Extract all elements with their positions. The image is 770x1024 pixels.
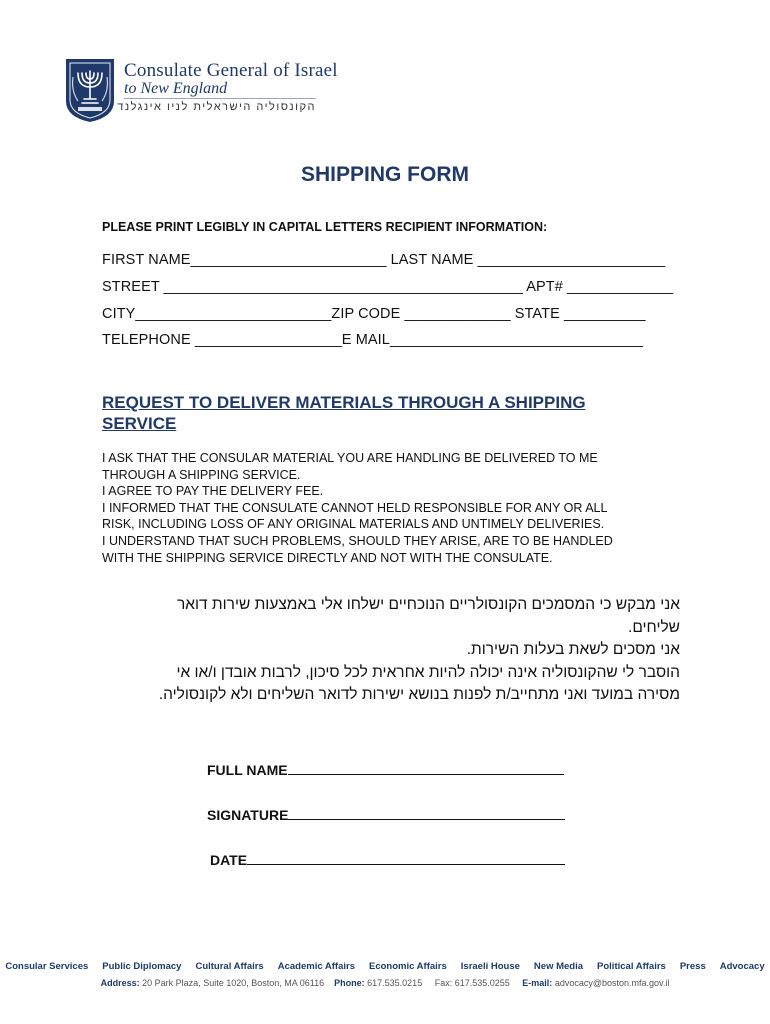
footer-link[interactable]: Public Diplomacy (102, 961, 182, 972)
signature-field[interactable] (207, 805, 565, 823)
phone-value: 617.535.0215 (367, 978, 423, 988)
form-title: SHIPPING FORM (300, 163, 469, 186)
hebrew-agreement-text (100, 594, 680, 707)
org-hebrew-name: הקונסוליה הישראלית לניו אינגלנד (117, 101, 316, 113)
full-name-field[interactable] (207, 760, 564, 778)
footer-link[interactable]: Political Affairs (597, 961, 666, 972)
footer-link[interactable]: Press (679, 961, 706, 972)
name-fields-row[interactable]: FIRST NAME________________________ LAST NAME _______________________ (102, 252, 666, 268)
footer-link[interactable]: Consular Services (5, 961, 89, 972)
footer-link[interactable]: Advocacy (719, 961, 765, 972)
hebrew-line: מסירה במועד ואני מתחייב/ת לפנות בנושא ישירות לדואר השליחים ולא לקונסוליה. (158, 686, 680, 703)
footer-link[interactable]: Israeli House (460, 961, 520, 972)
signature-label: SIGNATURE (207, 807, 289, 823)
agreement-line: I UNDERSTAND THAT SUCH PROBLEMS, SHOULD THEY ARISE, ARE TO BE HANDLED (102, 533, 613, 548)
menorah-emblem-icon (64, 57, 116, 123)
agreement-line: WITH THE SHIPPING SERVICE DIRECTLY AND NOT WITH THE CONSULATE. (102, 550, 553, 565)
date-label: DATE (210, 852, 248, 868)
agreement-line: I INFORMED THAT THE CONSULATE CANNOT HELD RESPONSIBLE FOR ANY OR ALL (102, 500, 608, 515)
footer-link[interactable]: Economic Affairs (369, 961, 447, 972)
email-label: E-mail: (522, 978, 553, 988)
signature-line[interactable] (288, 805, 565, 820)
address-label: Address: (100, 978, 140, 988)
full-name-label: FULL NAME (207, 762, 288, 778)
agreement-line: RISK, INCLUDING LOSS OF ANY ORIGINAL MATERIALS AND UNTIMELY DELIVERIES. (102, 517, 605, 532)
footer-contact (0, 978, 770, 988)
hebrew-line: הוסבר לי שהקונסוליה אינה יכולה להיות אחראית לכל סיכון, לרבות אובדן ו/או אי (176, 663, 680, 681)
footer-link[interactable]: Academic Affairs (277, 961, 355, 972)
footer-links (0, 961, 770, 972)
org-subtitle: to New England (124, 80, 228, 97)
email-value[interactable]: advocacy@boston.mfa.gov.il (554, 978, 670, 988)
address-value: 20 Park Plaza, Suite 1020, Boston, MA 06116 (142, 978, 325, 988)
agreement-line: THROUGH A SHIPPING SERVICE. (102, 467, 301, 482)
fax-value: Fax: 617.535.0255 (434, 978, 510, 988)
footer-link[interactable]: Cultural Affairs (195, 961, 264, 972)
contact-fields-row[interactable]: TELEPHONE __________________E MAIL_______________________________ (102, 332, 644, 348)
city-fields-row[interactable]: CITY________________________ZIP CODE _____________ STATE __________ (102, 306, 646, 322)
hebrew-line: שליחים. (628, 618, 680, 636)
org-name: Consulate General of Israel (124, 60, 338, 81)
date-field[interactable] (210, 850, 565, 868)
footer-link[interactable]: New Media (533, 961, 584, 972)
date-line[interactable] (247, 850, 565, 865)
street-fields-row[interactable]: STREET ____________________________________________ APT# _____________ (102, 279, 674, 295)
form-instructions: PLEASE PRINT LEGIBLY IN CAPITAL LETTERS RECIPIENT INFORMATION: (102, 220, 548, 234)
hebrew-line: אני מבקש כי המסמכים הקונסולריים הנוכחיים ישלחו אלי באמצעות שירות דואר (177, 596, 680, 613)
agreement-text (102, 450, 682, 566)
full-name-line[interactable] (288, 760, 564, 775)
agreement-line: I ASK THAT THE CONSULAR MATERIAL YOU ARE HANDLING BE DELIVERED TO ME (102, 451, 598, 465)
request-heading: REQUEST TO DELIVER MATERIALS THROUGH A SHIPPING SERVICE (102, 393, 586, 433)
letterhead-divider (124, 98, 316, 99)
hebrew-line: אני מסכים לשאת בעלות השירות. (466, 641, 680, 658)
agreement-line: I AGREE TO PAY THE DELIVERY FEE. (102, 484, 324, 499)
phone-label: Phone: (334, 978, 365, 988)
